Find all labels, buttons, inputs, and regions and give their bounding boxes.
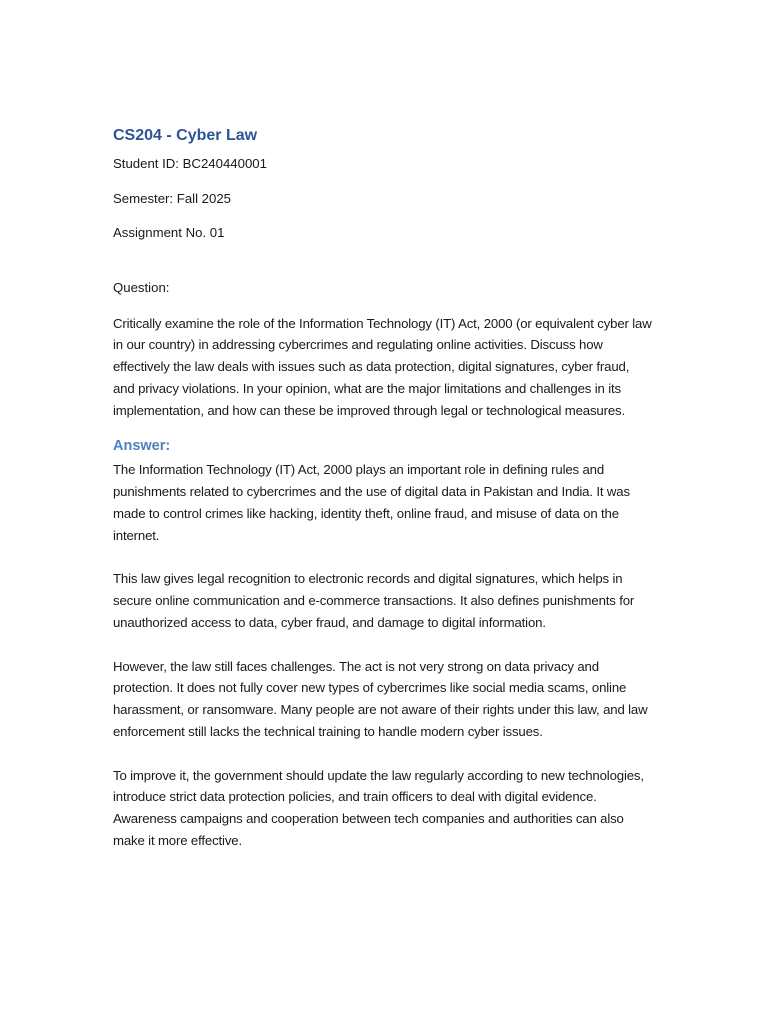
- question-text: Critically examine the role of the Information Technology (IT) Act, 2000 (or equivalent cyber law in our country) in addressing cybercrimes and regulating online activities. Discuss how effectively the law deals with issues such as data protection, digital signatures, cyber fraud, and privacy violations. In your opinion, what are the major limitations and challenges in its implementation, and how can these be improved through legal or technological measures.: [113, 315, 652, 418]
- answer-paragraph: To improve it, the government should update the law regularly according to new technologies, introduce strict data protection policies, and train officers to deal with digital evidence. Awareness campaigns and cooperation between tech companies and authorities can also make it more effective.: [113, 767, 644, 849]
- course-title: CS204 - Cyber Law: [113, 127, 258, 144]
- answer-paragraph: However, the law still faces challenges. The act is not very strong on data privacy and protection. It does not fully cover new types of cybercrimes like social media scams, online harassment, or ransomware. Many people are not aware of their rights under this law, and law enforcement still lacks the technical training to handle modern cyber issues.: [113, 658, 648, 740]
- answer-paragraph: This law gives legal recognition to electronic records and digital signatures, which helps in secure online communication and e-commerce transactions. It also defines punishments for unauthorized access to data, cyber fraud, and damage to digital information.: [113, 571, 635, 631]
- document-page: [113, 124, 653, 874]
- assignment-number: Assignment No. 01: [113, 225, 225, 240]
- student-id: Student ID: BC240440001: [113, 156, 267, 171]
- question-label: Question:: [113, 280, 170, 295]
- semester: Semester: Fall 2025: [113, 190, 232, 206]
- answer-paragraph: The Information Technology (IT) Act, 2000 plays an important role in defining rules and punishments related to cybercrimes and the use of digital data in Pakistan and India. It was made to control crimes like hacking, identity theft, online fraud, and misuse of data on the internet.: [113, 462, 630, 543]
- answer-heading: Answer:: [113, 438, 171, 455]
